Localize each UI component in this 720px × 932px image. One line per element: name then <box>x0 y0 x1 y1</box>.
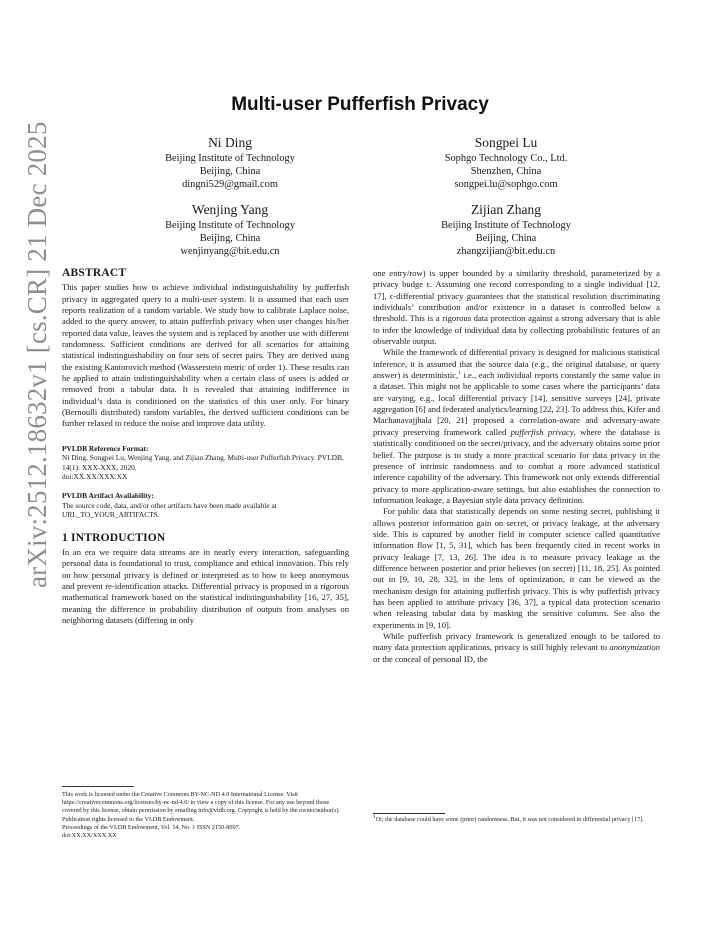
author-affiliation: Beijing Institute of Technology <box>165 220 295 231</box>
author-name: Zijian Zhang <box>470 202 542 217</box>
text-run: While the framework of differential privacy is designed for malicious statistical inference, it is assumed that the source data (e.g., the original database, or query answer) is deterministic, <box>373 347 660 381</box>
author-affiliation: Sophgo Technology Co., Ltd. <box>444 153 568 164</box>
author-email: dingni529@gmail.com <box>182 179 278 190</box>
footnote <box>373 813 660 824</box>
author-block <box>381 134 631 191</box>
footnote-mark: 1 <box>373 813 376 820</box>
introduction-heading: 1 INTRODUCTION <box>62 531 166 544</box>
author-email: songpei.lu@sophgo.com <box>454 179 558 190</box>
license-doi: doi:XX.XX/XXX.XX <box>62 832 117 840</box>
author-location: Beijing, China <box>199 233 261 244</box>
pvldb-reference-text: Ni Ding, Songpei Lu, Wenjing Yang, and Zijian Zhang. Multi-user Pufferfish Privacy. PVLDB, 14(1): XXX-XXX, 2020. <box>62 453 344 472</box>
footnote-text: Or, the database could have some (prior) randomness. But, it was not considered in differential privacy [17]. <box>375 816 644 823</box>
pvldb-artifact-heading: PVLDB Artifact Availability: <box>62 491 154 501</box>
pvldb-reference-heading: PVLDB Reference Format: <box>62 443 149 453</box>
license-note <box>62 791 349 840</box>
body-paragraph: For public data that statistically depends on some nesting secret, publishing it allows posterior information gain on secret, or privacy leakage, at the adversary side. This is captured by another field in computer science called quantitative information flow [1, 5, 31], which has been frequently cited in recent works in privacy leakage [7, 13, 26]. The idea is to measure privacy leakage as the difference between posterior and prior believes (on secret) [11, 18, 25]. As pointed out in [9, 10, 28, 32], in the lens of optimization, it can be viewed as the mechanism design for attaining pufferfish privacy. This is why pufferfish privacy has been applied to attribute privacy [36, 37], a typical data protection scenario when releasing tabular data by masking the sensitive columns. See also the experiments in [9, 10]. <box>373 506 660 630</box>
author-affiliation: Beijing Institute of Technology <box>165 153 295 164</box>
author-location: Shenzhen, China <box>470 166 542 177</box>
text-run: or the conceal of personal ID, the <box>373 653 488 664</box>
license-text: This work is licensed under the Creative Commons BY-NC-ND 4.0 International License. Visit https://creativecommons.org/licenses/by-nc-nd/4.0/ to view a copy of this license. For any use beyond those covered by this license, obtain permission by emailing info@vldb.org. Copyright is held by the owner/author(s). Publication rights licensed to the VLDB Endowment. <box>62 791 341 823</box>
footnote-rule <box>373 813 445 814</box>
arxiv-id: arXiv:2512.18632v1 [cs.CR] 21 Dec 2025 <box>22 121 52 588</box>
proceedings-text: Proceedings of the VLDB Endowment, Vol. 14, No. 1 ISSN 2150-8097. <box>62 823 241 831</box>
text-run: i.e., each individual reports constantly the same value in a dataset. This might not be applicable to some cases where the participants’ data are varying, e.g., local differential privacy [14], sensitive surveys [24], private aggregation [6] and federated analytics/learning [22, 23]. To address this, Kifer and Machanavajjhala [20, 21] proposed a correlation-aware and adversary-aware privacy preserving framework called <box>373 370 660 437</box>
pvldb-artifact-text: The source code, data, and/or other artifacts have been made available at URL_TO_YOUR_ARTIFACTS. <box>62 500 277 520</box>
text-run: While pufferfish privacy framework is generalized enough to be tailored to many data protection applications, privacy is still highly relevant to <box>373 631 660 653</box>
paper-title: Multi-user Pufferfish Privacy <box>231 94 489 115</box>
author-affiliation: Beijing Institute of Technology <box>441 220 571 231</box>
author-name: Songpei Lu <box>474 135 538 150</box>
emphasized-term: pufferfish privacy <box>510 426 574 437</box>
footnote-marker: 1 <box>458 370 461 377</box>
author-name: Ni Ding <box>208 135 252 150</box>
author-email: zhangzijian@bit.edu.cn <box>456 246 556 257</box>
author-location: Beijing, China <box>199 166 261 177</box>
author-email: wenjinyang@bit.edu.cn <box>180 246 280 257</box>
author-block <box>381 201 631 258</box>
footnote-rule <box>62 786 134 787</box>
text-run: , where the database is statistically conditioned on the secret/privacy, and the adversary obtains some prior belief. The purpose is to study a more practical scenario for data privacy in the presence of intrinsic randomness and to combat a more advanced statistical inference capability of the adversary. This framework not only extends differential privacy to more application-aware settings, but also establishes the connection to information leakage, a Bayesian style data privacy definition. <box>373 426 660 505</box>
abstract-text: This paper studies how to achieve individual indistinguishability by pufferfish privacy in aggregated query to a multi-user system. It is assumed that each user reports realization of a random variable. We study how to calibrate Laplace noise, added to the query answer, to attain pufferfish privacy when user changes his/her reported data value, leaves the system and is replaced by another use with different randomness. Sufficient conditions are derived for all scenarios for attaining statistical indistinguishability on four sets of secret pairs. They are derived using the existing Kantorovich method (Wasserstein metric of order 1). These results can be applied to attain indistinguishability when a certain class of users is added or removed from a tabular data. It is revealed that attaining indifference in individual’s data is conditioned on the statistics of this user only. For binary (Bernoulli distributed) random variables, the derived sufficient conditions can be further relaxed to reduce the noise and improve data utility. <box>62 282 349 429</box>
author-name: Wenjing Yang <box>191 202 269 217</box>
introduction-paragraph: In an era we require data streams are in nearly every interaction, safeguarding personal data is foundational to trust, compliance and ethical innovation. This rely on how personal privacy is defined or interpreted as to how to keep anonymous and prevent re-identification attacks. Differential privacy is proposed in a rigorous mathematical framework based on the statistical indistinguishability [16, 27, 35], meaning the difference in probability distribution of outputs from analyses on neighboring datasets (differing in only <box>62 547 349 626</box>
body-paragraph <box>373 347 660 506</box>
author-block <box>105 201 355 258</box>
body-paragraph: one entry/row) is upper bounded by a similarity threshold, parameterized by a privacy budge ϵ. Assuming one record corresponding to a single individual [12, 17], ϵ-differential privacy guarantees that the statistical resolution discriminating individuals’ contribution and/or existence in a dataset is controlled below a threshold. This is a rigorous data protection against a strong adversary that is able to infer the knowledge of individual data by collecting probabilistic features of an observable output. <box>373 268 660 347</box>
pvldb-reference-doi: doi:XX.XX/XXX.XX <box>62 472 128 482</box>
emphasized-term: anonymization <box>609 642 660 653</box>
abstract-heading: ABSTRACT <box>62 267 127 279</box>
author-block <box>105 134 355 191</box>
right-column <box>373 268 660 665</box>
body-paragraph <box>373 631 660 665</box>
author-location: Beijing, China <box>475 233 537 244</box>
left-column <box>62 268 349 626</box>
